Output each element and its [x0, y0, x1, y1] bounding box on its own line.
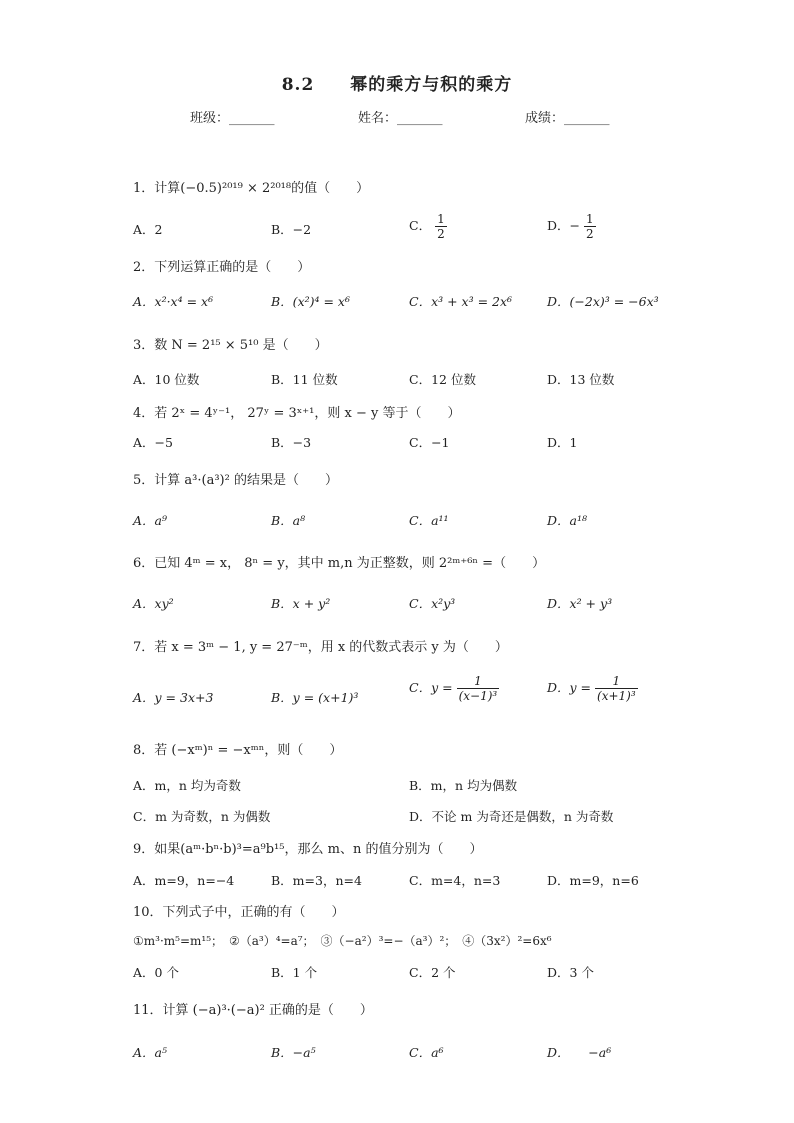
question-6-option-a: A．xy²	[133, 596, 174, 611]
question-4-stem: 4．若 2ˣ = 4ʸ⁻¹， 27ʸ = 3ˣ⁺¹，则 x − y 等于（ ）	[133, 406, 461, 421]
question-2-option-b: B．(x²)⁴ = x⁶	[271, 294, 350, 309]
question-8-option-d: D．不论 m 为奇还是偶数，n 为奇数	[409, 809, 614, 824]
question-6-option-d: D．x² + y³	[547, 596, 613, 611]
question-10-option-a: A．0 个	[133, 965, 179, 980]
question-2-stem: 2．下列运算正确的是（ ）	[133, 260, 311, 275]
question-3-option-d: D．13 位数	[547, 372, 615, 387]
question-1-option-b: B．−2	[271, 222, 312, 237]
question-10-statements: ①m³·m⁵=m¹⁵； ②（a³）⁴=a⁷； ③（−a²）³=−（a³）²； ④（3x²）²=6x⁶	[133, 934, 552, 948]
question-6-option-c: C．x²y³	[409, 596, 456, 611]
question-2-option-d: D．(−2x)³ = −6x³	[547, 294, 659, 309]
question-11-option-a: A．a⁵	[133, 1045, 167, 1060]
question-8-option-c: C．m 为奇数，n 为偶数	[133, 809, 271, 824]
question-3-option-b: B．11 位数	[271, 372, 338, 387]
question-5-stem: 5．计算 a³·(a³)² 的结果是（ ）	[133, 473, 338, 488]
question-7-stem: 7．若 x = 3ᵐ − 1, y = 27⁻ᵐ，用 x 的代数式表示 y 为（ ）	[133, 640, 508, 655]
question-8-option-a: A．m，n 均为奇数	[133, 778, 241, 793]
question-1-option-c: C． $\frac{1}{2}$	[409, 212, 445, 241]
page-title: 8.2 幂的乘方与积的乘方	[281, 75, 513, 95]
question-1-option-d: D．− $\frac{1}{2}$	[547, 212, 594, 241]
question-11-option-c: C．a⁶	[409, 1045, 444, 1060]
question-1-stem: 1．计算(−0.5)²⁰¹⁹ × 2²⁰¹⁸的值（ ）	[133, 181, 370, 196]
question-11-stem: 11．计算 (−a)³·(−a)² 正确的是（ ）	[133, 1003, 373, 1018]
score-field-label: 成绩：_______	[525, 111, 610, 126]
question-10-stem: 10．下列式子中，正确的有（ ）	[133, 905, 345, 920]
question-3-stem: 3．数 N = 2¹⁵ × 5¹⁰ 是（ ）	[133, 338, 328, 353]
question-10-option-d: D．3 个	[547, 965, 594, 980]
fraction: $\frac{1}{2}$	[585, 212, 594, 241]
question-6-stem: 6．已知 4ᵐ = x， 8ⁿ = y，其中 m,n 为正整数，则 2²ᵐ⁺⁶ⁿ =（ ）	[133, 556, 546, 571]
question-1-option-a: A．2	[133, 222, 163, 237]
question-11-option-b: B．−a⁵	[271, 1045, 316, 1060]
question-10-option-b: B．1 个	[271, 965, 318, 980]
question-4-option-d: D．1	[547, 435, 578, 450]
question-2-option-c: C．x³ + x³ = 2x⁶	[409, 294, 513, 309]
fraction: $\frac{1}{\text{(x+1)³}}$	[597, 674, 636, 703]
question-5-option-c: C．a¹¹	[409, 513, 449, 528]
class-field-label: 班级：_______	[190, 111, 275, 126]
question-9-stem: 9．如果(aᵐ·bⁿ·b)³=a⁹b¹⁵，那么 m、n 的值分别为（ ）	[133, 842, 483, 857]
question-9-option-d: D．m=9，n=6	[547, 873, 639, 888]
question-3-option-c: C．12 位数	[409, 372, 476, 387]
question-7-option-b: B．y = (x+1)³	[271, 690, 359, 705]
question-4-option-c: C．−1	[409, 435, 450, 450]
question-9-option-b: B．m=3，n=4	[271, 873, 362, 888]
fraction: $\frac{1}{\text{(x−1)³}}$	[458, 674, 498, 703]
question-11-option-d: D． −a⁶	[547, 1045, 612, 1060]
question-5-option-d: D．a¹⁸	[547, 513, 587, 528]
question-9-option-a: A．m=9，n=−4	[133, 873, 235, 888]
question-6-option-b: B．x + y²	[271, 596, 331, 611]
question-8-stem: 8．若 (−xᵐ)ⁿ = −xᵐⁿ，则（ ）	[133, 743, 343, 758]
question-5-option-b: B．a⁸	[271, 513, 306, 528]
question-5-option-a: A．a⁹	[133, 513, 167, 528]
question-4-option-b: B．−3	[271, 435, 312, 450]
question-3-option-a: A．10 位数	[133, 372, 200, 387]
fraction: $\frac{1}{2}$	[437, 212, 445, 241]
question-7-option-c: C．y = $\frac{1}{\text{(x−1)³}}$	[409, 674, 498, 703]
question-7-option-a: A．y = 3x+3	[133, 690, 214, 705]
question-10-option-c: C．2 个	[409, 965, 456, 980]
question-2-option-a: A．x²·x⁴ = x⁶	[133, 294, 214, 309]
question-9-option-c: C．m=4，n=3	[409, 873, 501, 888]
question-4-option-a: A．−5	[133, 435, 173, 450]
question-8-option-b: B．m，n 均为偶数	[409, 778, 518, 793]
question-7-option-d: D．y = $\frac{1}{\text{(x+1)³}}$	[547, 674, 636, 703]
name-field-label: 姓名：_______	[358, 111, 443, 126]
